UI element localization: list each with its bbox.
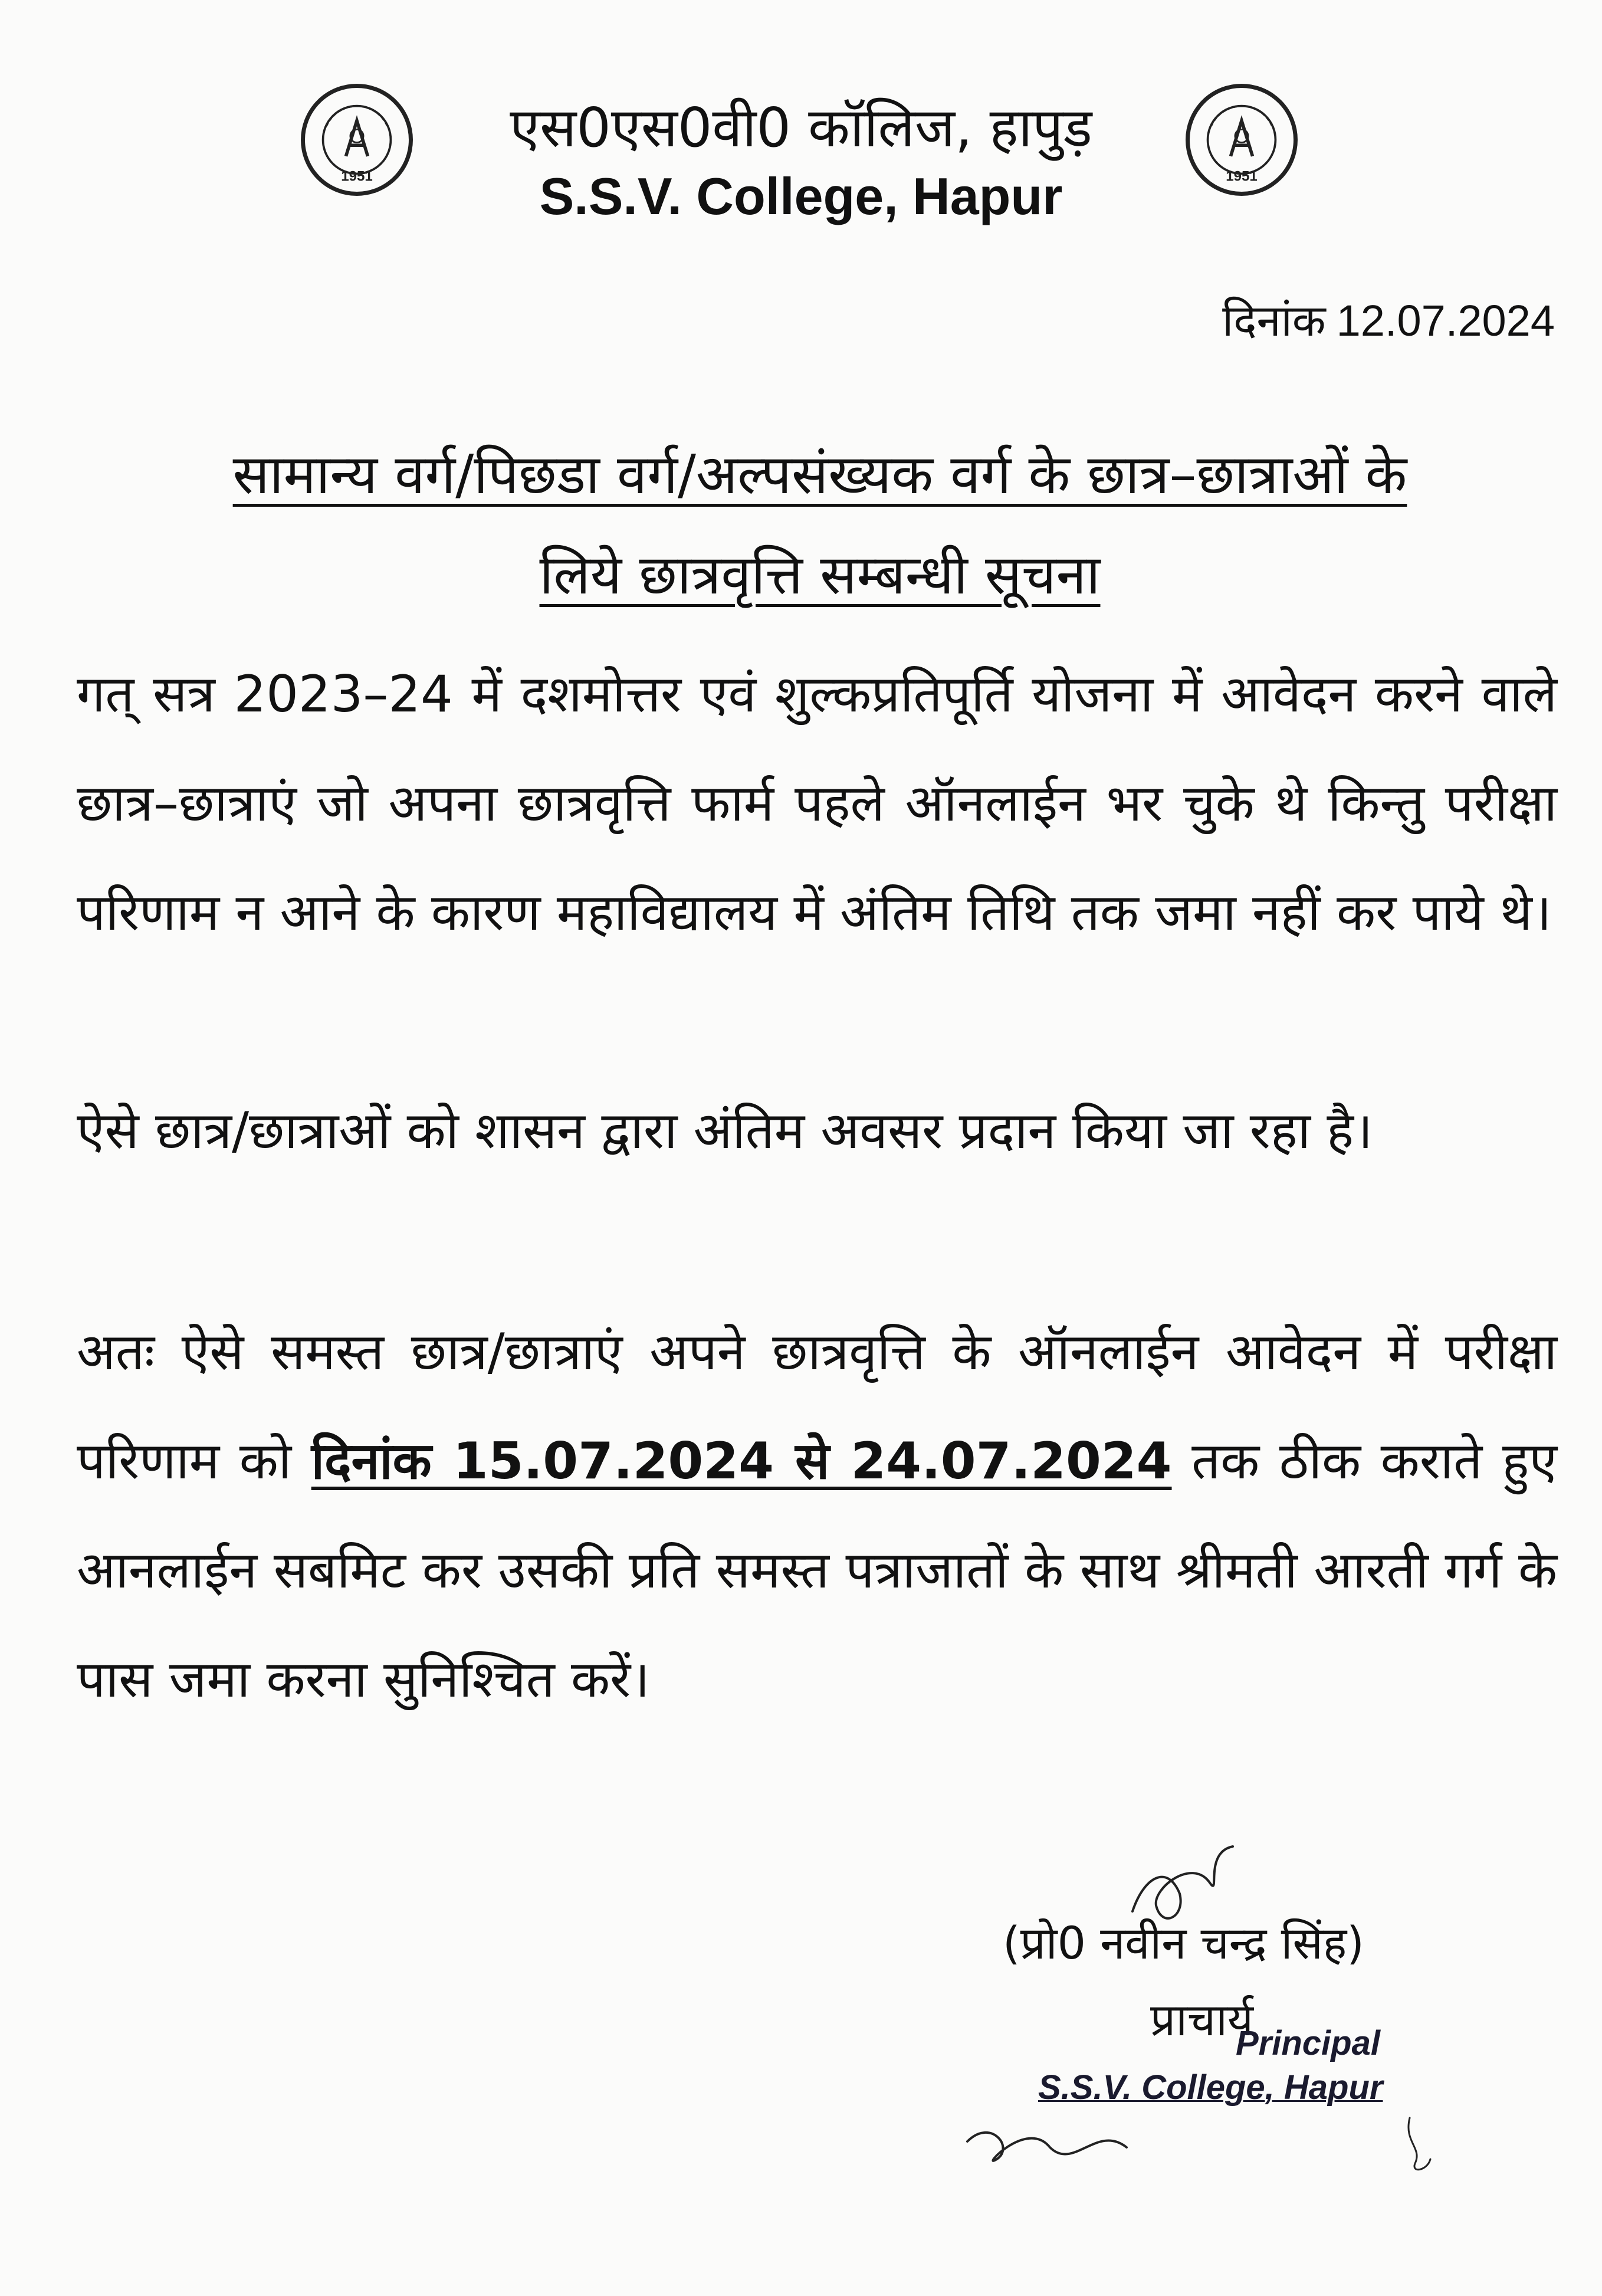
body-paragraph-2: ऐसे छात्र/छात्राओं को शासन द्वारा अंतिम अवसर प्रदान किया जा रहा है। <box>77 1101 1373 1160</box>
notice-date <box>1222 289 1555 349</box>
body-paragraph-1: गत् सत्र 2023–24 में दशमोत्तर एवं शुल्कप्रतिपूर्ति योजना में आवेदन करने वाले छात्र–छात्राएं जो अपना छात्रवृत्ति फार्म पहले ऑनलाईन भर चुके थे किन्तु परीक्षा परिणाम न आने के कारण महाविद्यालय में अंतिम तिथि तक जमा नहीं कर पाये थे। <box>77 665 1557 942</box>
title-line-2: लिये छात्रवृत्ति सम्बन्धी सूचना <box>539 543 1101 606</box>
notice-title <box>88 425 1551 625</box>
principal-designation: प्राचार्य <box>1150 1993 1253 2046</box>
stamp-college: S.S.V. College, Hapur <box>1038 2068 1383 2107</box>
seal-year: 1951 <box>341 168 373 185</box>
title-line-1: सामान्य वर्ग/पिछडा वर्ग/अल्पसंख्यक वर्ग के छात्र–छात्राओं के <box>232 443 1407 506</box>
date-range-highlight: दिनांक 15.07.2024 से 24.07.2024 <box>311 1432 1172 1491</box>
college-name-english: S.S.V. College, Hapur <box>539 167 1063 225</box>
college-name-hindi: एस0एस0वी0 कॉलिज, हापुड़ <box>510 96 1092 159</box>
body-paragraph-3 <box>77 1298 1557 1734</box>
date-value: 12.07.2024 <box>1336 296 1555 345</box>
principal-name: (प्रो0 नवीन चन्द्र सिंह) <box>1003 1917 1364 1969</box>
stamp-principal: Principal <box>1236 2024 1380 2062</box>
date-label: दिनांक <box>1222 296 1326 346</box>
para3-text-end: तक ठीक कराते हुए आनलाईन सबमिट कर उसकी प्रति समस्त पत्राजातों के साथ श्रीमती आरती गर्ग के पास जमा करना सुनिश्चित करें। <box>77 1432 1557 1709</box>
seal-year: 1951 <box>1226 168 1258 185</box>
para3-text-start: अतः ऐसे समस्त छात्र/छात्राएं अपने छात्रवृत्ति के ऑनलाईन आवेदन में परीक्षा परिणाम को <box>77 1323 1557 1491</box>
